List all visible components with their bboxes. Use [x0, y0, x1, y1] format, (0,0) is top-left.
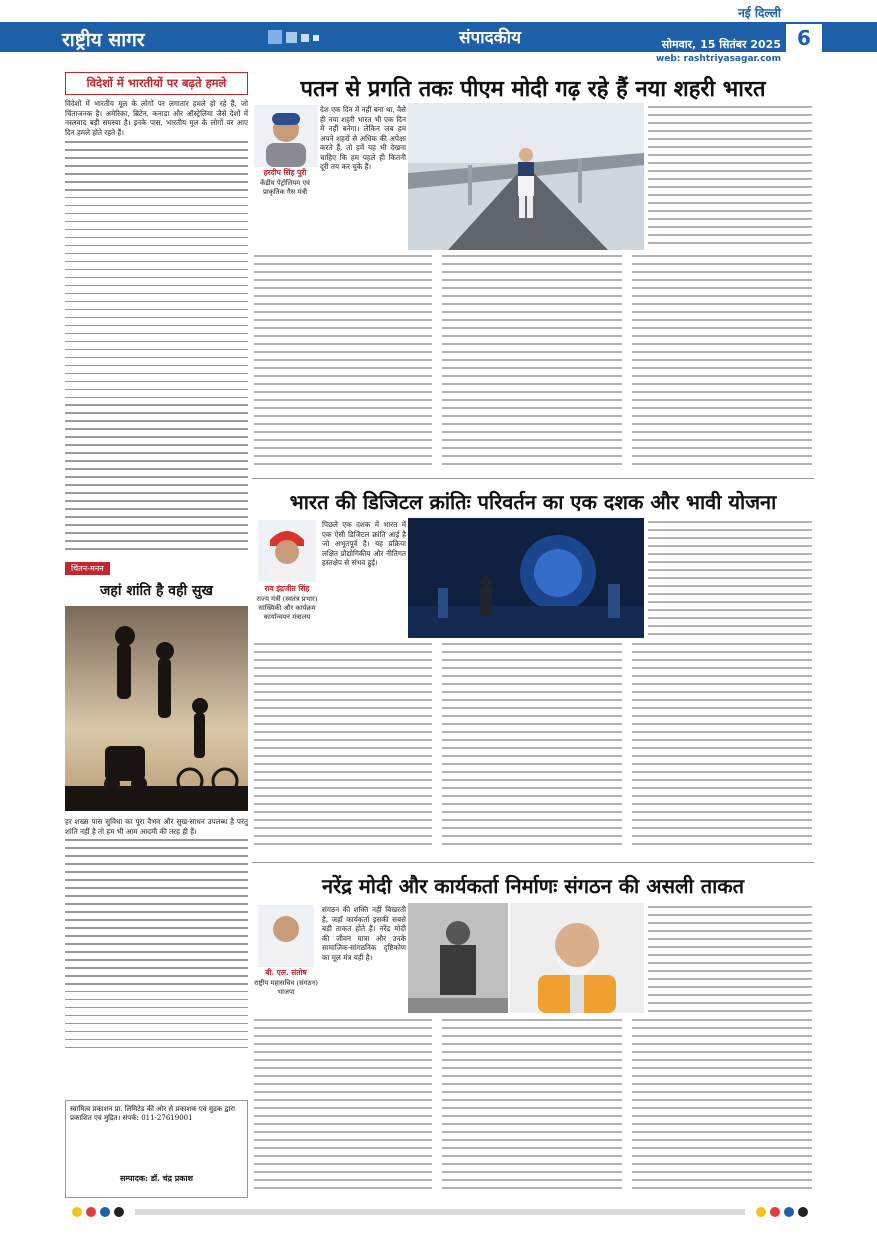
author-3	[252, 968, 320, 996]
website: web: rashtriyasagar.com	[655, 54, 781, 64]
box-text: विदेशों में भारतीय मूल के लोगों पर लगातार हमले हो रहे हैं, जो चिंताजनक है। अमेरिका, ब्रिटेन, कनाडा और ऑस्ट्रेलिया जैसे देशों में नस्लवाद बड़ी समस्या है। इनके पास, भारतीय मूल के लोगों पर आए दिन हमले होते रहते हैं।	[65, 99, 248, 137]
editor-name: सम्पादक: डॉ. चंद्र प्रकाश	[120, 1173, 193, 1183]
author-3-role: राष्ट्रीय महासचिव (संगठन) भाजपा	[254, 979, 318, 996]
box-text-lines	[65, 141, 248, 550]
article-1-intro: देश एक दिन में नहीं बना था, वैसे ही नया शहरी भारत भी एक दिन में नहीं बनेगा। लेकिन जब हम अपने शहरों से अधिक की अपेक्षा करते हैं, तो हमें यह भी देखना चाहिए कि हम पहले ही कितनी दूरी तय कर चुके हैं।	[320, 105, 406, 171]
author-2	[252, 584, 322, 621]
masthead-city: नई दिल्ली	[738, 6, 781, 20]
article-3-photo-modi	[510, 903, 644, 1013]
article-1-side-body	[646, 103, 814, 251]
author-3-name: बी. एल. संतोष	[265, 968, 307, 977]
author-1-photo	[254, 105, 318, 167]
author-1-name: हरदीप सिंह पुरी	[263, 168, 307, 177]
article-3-headline: नरेंद्र मोदी और कार्यकर्ता निर्माणः संगठन की असली ताकत	[321, 874, 745, 898]
author-2-role: राज्य मंत्री (स्वतंत्र प्रभार) सांख्यिकी और कार्यक्रम कार्यान्वयन मंत्रालय	[256, 595, 318, 621]
article-3-body	[252, 1016, 814, 1202]
box-headline: विदेशों में भारतीयों पर बढ़ते हमले	[65, 72, 248, 95]
left-column	[65, 72, 248, 1055]
column-headline: जहां शांति है वही सुख	[100, 583, 213, 600]
column-tag: चिंतन-मनन	[65, 562, 110, 575]
section-title: संपादकीय	[459, 28, 521, 48]
masthead	[0, 0, 877, 62]
separator-1	[252, 478, 814, 479]
family-silhouette-photo	[65, 606, 248, 811]
footer-color-bar	[65, 1204, 815, 1220]
article-2-body	[252, 640, 814, 860]
author-3-photo	[258, 905, 314, 967]
masthead-date: सोमवार, 15 सितंबर 2025	[661, 38, 781, 51]
imprint-text: स्वामित्व प्रकाशन प्रा. लिमिटेड की ओर से प्रकाशक एवं मुद्रक द्वारा प्रकाशित एवं मुद्रित। संपर्क: 011-27619001	[70, 1105, 235, 1122]
article-3-side-body	[646, 903, 814, 1015]
article-2-headline: भारत की डिजिटल क्रांतिः परिवर्तन का एक दशक और भावी योजना	[289, 490, 777, 514]
column-text-lines	[65, 839, 248, 1048]
masthead-decoration	[268, 28, 358, 46]
article-1-body	[252, 252, 814, 478]
author-2-photo	[258, 520, 316, 582]
column-text: हर शख्स पास सुविधा का पूरा वैभव और सुख-साधन उपलब्ध है परंतु शांति नहीं है तो हम भी आम आदमी की तरह ही हैं।	[65, 817, 248, 836]
article-1-headline: पतन से प्रगति तकः पीएम मोदी गढ़ रहे हैं नया शहरी भारत	[300, 77, 766, 102]
article-2-side-body	[646, 518, 814, 638]
article-3-intro: संगठन की शक्ति नहीं बिखरती है, जहाँ कार्यकर्ता इसकी सबसे बड़ी ताकत होते हैं। नरेंद्र मोदी की जीवन यात्रा और उनके सामाजिक-सांगठनिक दृष्टिकोण का मूल मंत्र यही है।	[322, 905, 406, 962]
article-2-photo-digital	[408, 518, 644, 638]
article-3-photo-bw	[408, 903, 508, 1013]
page-number: 6	[786, 24, 822, 52]
author-1-role: केंद्रीय पेट्रोलियम एवं प्राकृतिक गैस मंत्री	[260, 179, 310, 196]
author-2-name: राव इंद्रजीत सिंह	[264, 584, 310, 593]
separator-2	[252, 862, 814, 863]
masthead-logo: राष्ट्रीय सागर	[62, 29, 145, 51]
article-1-photo-flyover	[408, 103, 644, 250]
author-1	[252, 168, 318, 196]
article-2-intro: पिछले एक दशक में भारत में एक ऐसी डिजिटल क्रांति आई है जो अभूतपूर्व है। यह प्रक्रिया लक्षित प्रौद्योगिकीय और नीतिगत हस्तक्षेप से संभव हुई।	[322, 520, 406, 567]
